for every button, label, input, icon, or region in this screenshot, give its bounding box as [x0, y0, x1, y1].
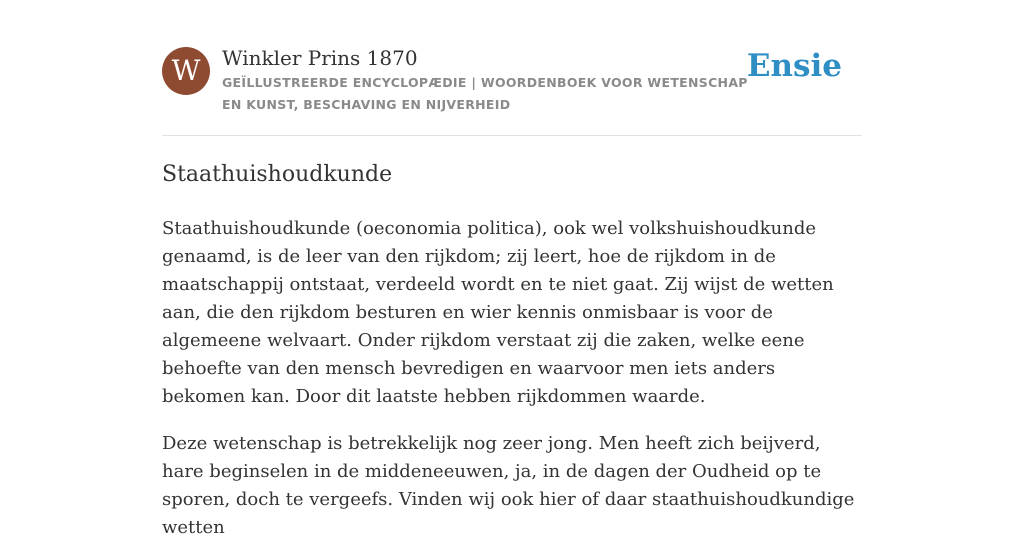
- ensie-logo-link[interactable]: Ensie: [746, 48, 842, 84]
- source-subtitle: GEÏLLUSTREERDE ENCYCLOPÆDIE | WOORDENBOEK VOOR WETENSCHAP EN KUNST, BESCHAVING EN NIJVERHEID: [222, 75, 748, 112]
- source-title[interactable]: Winkler Prins 1870: [222, 46, 418, 70]
- source-meta: [222, 44, 762, 116]
- content-column: [162, 0, 862, 542]
- source-header: [162, 0, 862, 136]
- article-paragraph: Staathuishoudkunde (oeconomia politica), ook wel volkshuishoudkunde genaamd, is de leer van den rijkdom; zij leert, hoe de rijkdom in de maatschappij ontstaat, verdeeld wordt en te niet gaat. Zij wijst de wetten aan, die den rijkdom besturen en wier kennis onmisbaar is voor de algemeene welvaart. Onder rijkdom verstaat zij die zaken, welke eene behoefte van den mensch bevredigen en waarvoor men iets anders bekomen kan. Door dit laatste hebben rijkdommen waarde.: [162, 218, 834, 407]
- avatar[interactable]: W: [162, 47, 210, 95]
- article-paragraph: Deze wetenschap is betrekkelijk nog zeer jong. Men heeft zich beijverd, hare beginselen in de middeneeuwen, ja, in de dagen der Oudheid op te sporen, doch te vergeefs. Vinden wij ook hier of daar staathuishoudkundige wetten: [162, 433, 855, 538]
- article-title: Staathuishoudkunde: [162, 162, 393, 187]
